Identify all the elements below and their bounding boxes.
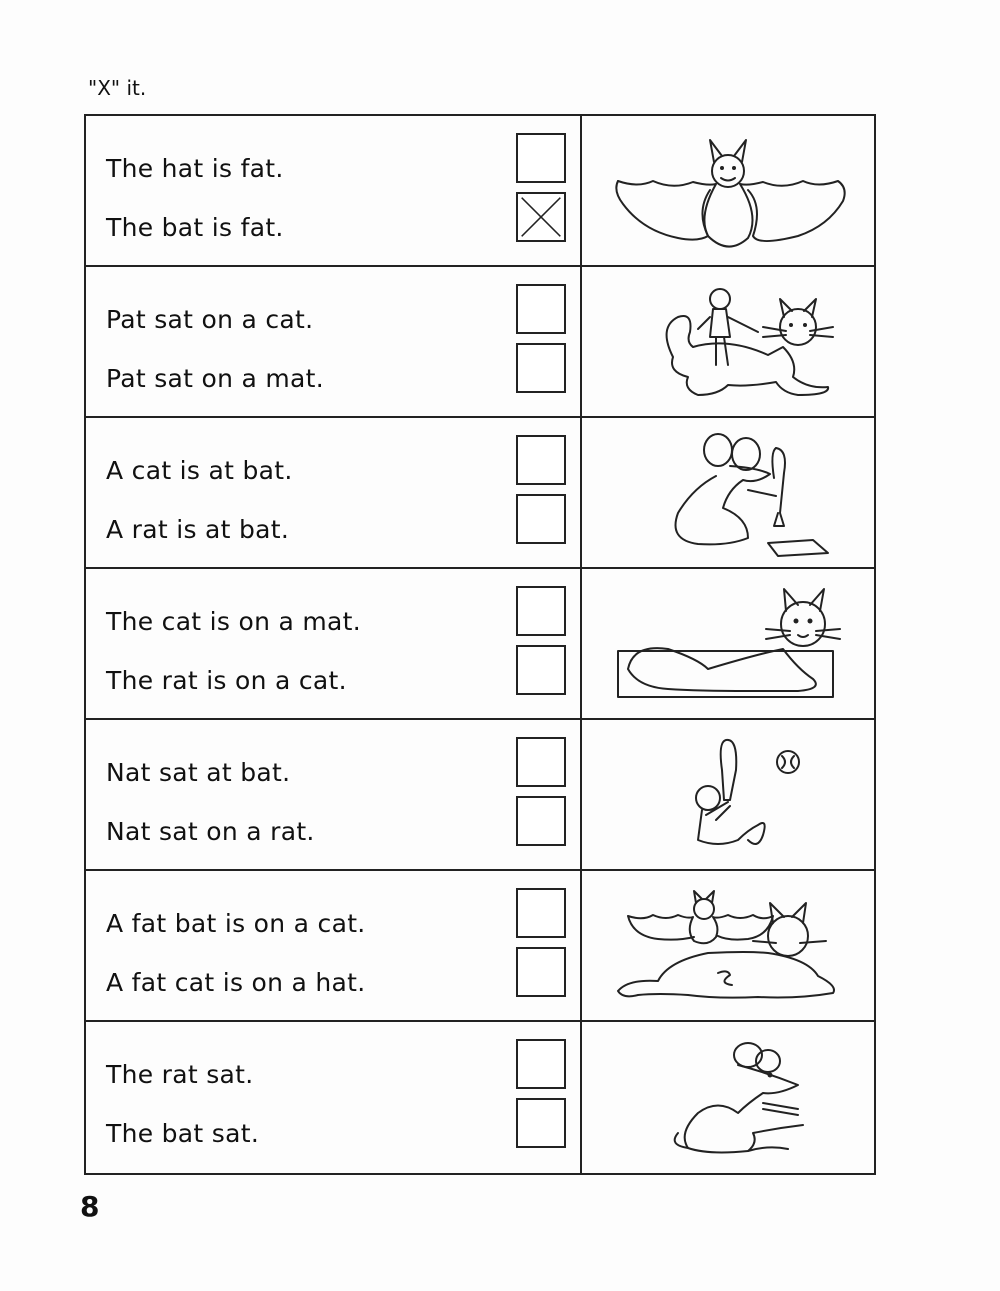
- sentence-cell: [86, 871, 582, 1020]
- sentence-option-2: Pat sat on a mat.: [106, 364, 324, 393]
- sentence-cell: [86, 267, 582, 416]
- page-number: 8: [80, 1190, 100, 1223]
- bat-on-cat-illustration: [598, 881, 858, 1011]
- sentence-option-2: A fat cat is on a hat.: [106, 968, 366, 997]
- sentence-option-1: Pat sat on a cat.: [106, 305, 314, 334]
- cat-on-mat-illustration: [598, 579, 858, 709]
- exercise-row: [86, 267, 874, 418]
- checkbox-option-1[interactable]: [516, 1039, 566, 1089]
- checkbox-option-2[interactable]: [516, 796, 566, 846]
- sentence-option-2: Nat sat on a rat.: [106, 817, 315, 846]
- picture-cell: [582, 1022, 874, 1173]
- checkbox-option-1[interactable]: [516, 133, 566, 183]
- exercise-row: [86, 1022, 874, 1173]
- x-mark-icon: [518, 194, 564, 240]
- exercise-row: [86, 418, 874, 569]
- exercise-row: [86, 871, 874, 1022]
- bat-illustration: [598, 126, 858, 256]
- picture-cell: [582, 569, 874, 718]
- checkbox-option-2[interactable]: [516, 192, 566, 242]
- picture-cell: [582, 720, 874, 869]
- checkbox-option-1[interactable]: [516, 435, 566, 485]
- sentence-option-2: The bat sat.: [106, 1119, 260, 1148]
- picture-cell: [582, 267, 874, 416]
- boy-with-bat-illustration: [598, 730, 858, 860]
- sentence-option-1: The rat sat.: [106, 1060, 254, 1089]
- sentence-option-2: A rat is at bat.: [106, 515, 290, 544]
- checkbox-option-2[interactable]: [516, 947, 566, 997]
- sentence-option-1: A cat is at bat.: [106, 456, 293, 485]
- sentence-option-2: The bat is fat.: [106, 213, 284, 242]
- sentence-option-1: The hat is fat.: [106, 154, 284, 183]
- checkbox-option-1[interactable]: [516, 586, 566, 636]
- checkbox-option-2[interactable]: [516, 645, 566, 695]
- picture-cell: [582, 418, 874, 567]
- picture-cell: [582, 871, 874, 1020]
- sentence-option-1: The cat is on a mat.: [106, 607, 361, 636]
- exercise-table: [84, 114, 876, 1175]
- sentence-cell: [86, 1022, 582, 1173]
- girl-on-cat-illustration: [598, 277, 858, 407]
- checkbox-option-2[interactable]: [516, 494, 566, 544]
- exercise-row: [86, 720, 874, 871]
- sentence-option-1: Nat sat at bat.: [106, 758, 291, 787]
- exercise-row: [86, 116, 874, 267]
- sentence-cell: [86, 569, 582, 718]
- instruction-text: "X" it.: [88, 76, 147, 100]
- rat-with-bat-illustration: [598, 428, 858, 558]
- picture-cell: [582, 116, 874, 265]
- sentence-cell: [86, 418, 582, 567]
- checkbox-option-1[interactable]: [516, 284, 566, 334]
- rat-sitting-illustration: [598, 1033, 858, 1163]
- sentence-option-2: The rat is on a cat.: [106, 666, 347, 695]
- exercise-row: [86, 569, 874, 720]
- checkbox-option-1[interactable]: [516, 737, 566, 787]
- sentence-cell: [86, 116, 582, 265]
- checkbox-option-2[interactable]: [516, 343, 566, 393]
- checkbox-option-2[interactable]: [516, 1098, 566, 1148]
- checkbox-option-1[interactable]: [516, 888, 566, 938]
- sentence-cell: [86, 720, 582, 869]
- sentence-option-1: A fat bat is on a cat.: [106, 909, 366, 938]
